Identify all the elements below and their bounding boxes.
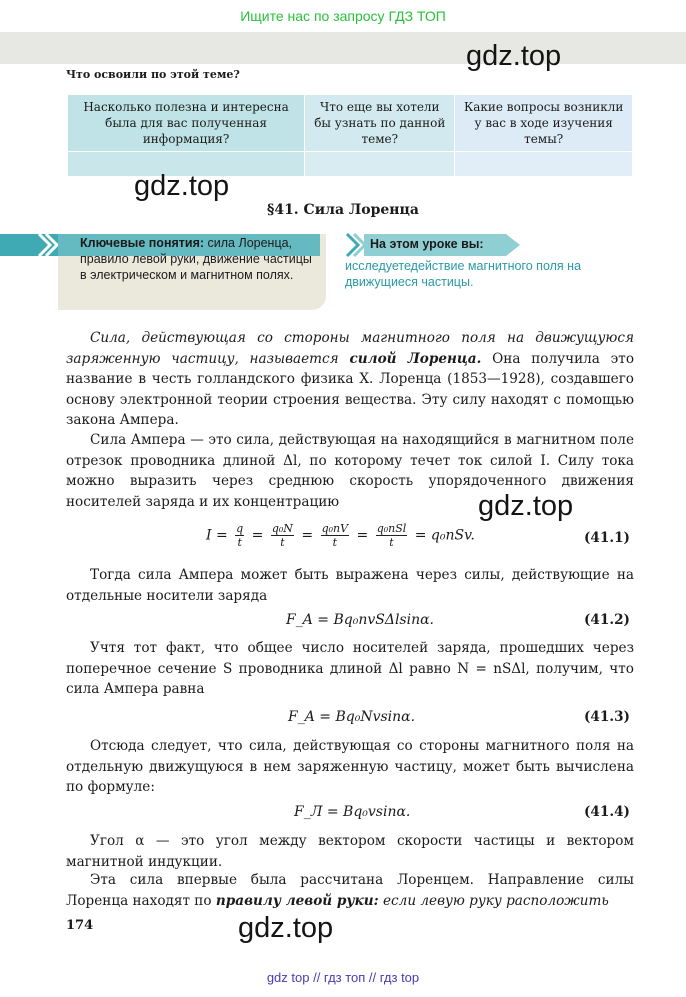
paragraph-angle: Угол α — это угол между вектором скорости частицы и вектором магнитной индукции. bbox=[66, 833, 634, 870]
lesson-header-arrow bbox=[506, 234, 520, 256]
reflection-col-2: Что еще вы хотели бы узнать по данной теме? bbox=[305, 95, 455, 152]
header-band bbox=[0, 32, 686, 64]
equation-number: (41.3) bbox=[584, 709, 630, 725]
reflection-table bbox=[67, 94, 633, 177]
section-title: §41. Сила Лоренца bbox=[267, 202, 419, 218]
rule-italic: если левую руку расположить bbox=[383, 892, 609, 909]
top-banner: Ищите нас по запросу ГДЗ ТОП bbox=[240, 8, 446, 24]
bottom-links[interactable]: gdz top // гдз топ // гдз top bbox=[266, 970, 420, 985]
paragraph-carrier-count: Учтя тот факт, что общее число носителей заряда, прошедших через поперечное сечение S проводника длиной Δl равно N = nSΔl, получим, что сила Ампера равна bbox=[66, 640, 634, 697]
paragraph-ampere: Сила Ампера — это сила, действующая на находящийся в магнитном поле отрезок проводника длиной Δl, по которому течет ток силой I. Силу тока можно выразить через среднюю скорость упорядоченного движения носителей заряда и их концентрацию bbox=[66, 432, 634, 510]
key-concepts-list: сила Лоренца, правило левой руки, движение частицы в электрическом и магнитном полях. bbox=[80, 236, 312, 282]
paragraph-definition bbox=[66, 328, 634, 431]
reflection-col-1: Насколько полезна и интересна была для вас полученная информация? bbox=[68, 95, 305, 152]
definition-rest: Она получила это название в честь голландского физика Х. Лоренца (1853—1928), создавшего основу электронной теории строения вещества. Эту силу находят с помощью закона Ампера. bbox=[66, 350, 635, 428]
reflection-col-3: Какие вопросы возникли у вас в ходе изучения темы? bbox=[455, 95, 633, 152]
page-number: 174 bbox=[66, 918, 94, 933]
definition-italic: Сила, действующая со стороны магнитного поля на движущуюся заряженную частицу, называется bbox=[66, 330, 634, 367]
watermark: gdz.top bbox=[238, 912, 334, 944]
watermark: gdz.top bbox=[466, 40, 562, 72]
chevron-icon bbox=[344, 232, 366, 258]
reflection-answer-2[interactable] bbox=[305, 152, 455, 177]
rule-start: Эта сила впервые была рассчитана Лоренцем. Направление силы Лоренца находят по bbox=[66, 872, 634, 909]
watermark: gdz.top bbox=[478, 490, 574, 522]
equation-number: (41.1) bbox=[584, 530, 630, 546]
equation-41-3: F_A = Bq₀Nvsinα. bbox=[288, 709, 416, 725]
rule-term: правилу левой руки: bbox=[215, 892, 379, 909]
paragraph-left-hand-rule bbox=[66, 870, 634, 911]
equation-41-2: F_A = Bq₀nvSΔlsinα. bbox=[286, 612, 435, 628]
equation-41-4: F_Л = Bq₀vsinα. bbox=[294, 804, 411, 820]
key-concepts-label: Ключевые понятия: bbox=[80, 236, 205, 250]
equation-41-1: I = $\frac{q}{t}$ = $\frac{\text{q₀N}}{t}$ = $\frac{\text{q₀nV}}{t}$ = $\frac{\text{q₀nSl}}{t}$ = q₀nSv. bbox=[206, 522, 475, 549]
definition-term: силой Лоренца. bbox=[349, 350, 482, 367]
key-concepts-text bbox=[80, 235, 320, 283]
equation-number: (41.2) bbox=[584, 612, 630, 628]
chevron-icon bbox=[36, 232, 58, 258]
reflection-title: Что освоили по этой теме? bbox=[66, 68, 240, 81]
equation-number: (41.4) bbox=[584, 804, 630, 820]
lesson-text: исследуетедействие магнитного поля на движущиеся частицы. bbox=[345, 259, 582, 289]
paragraph-single-particle: Отсюда следует, что сила, действующая со стороны магнитного поля на отдельную движущуюся в нем заряженную частицу, может быть вычислена по формуле: bbox=[66, 738, 634, 795]
paragraph-ampere-carriers: Тогда сила Ампера может быть выражена через силы, действующие на отдельные носители заряда bbox=[66, 567, 634, 604]
watermark: gdz.top bbox=[134, 170, 230, 202]
reflection-answer-3[interactable] bbox=[455, 152, 633, 177]
lesson-label: На этом уроке вы: bbox=[370, 237, 484, 251]
